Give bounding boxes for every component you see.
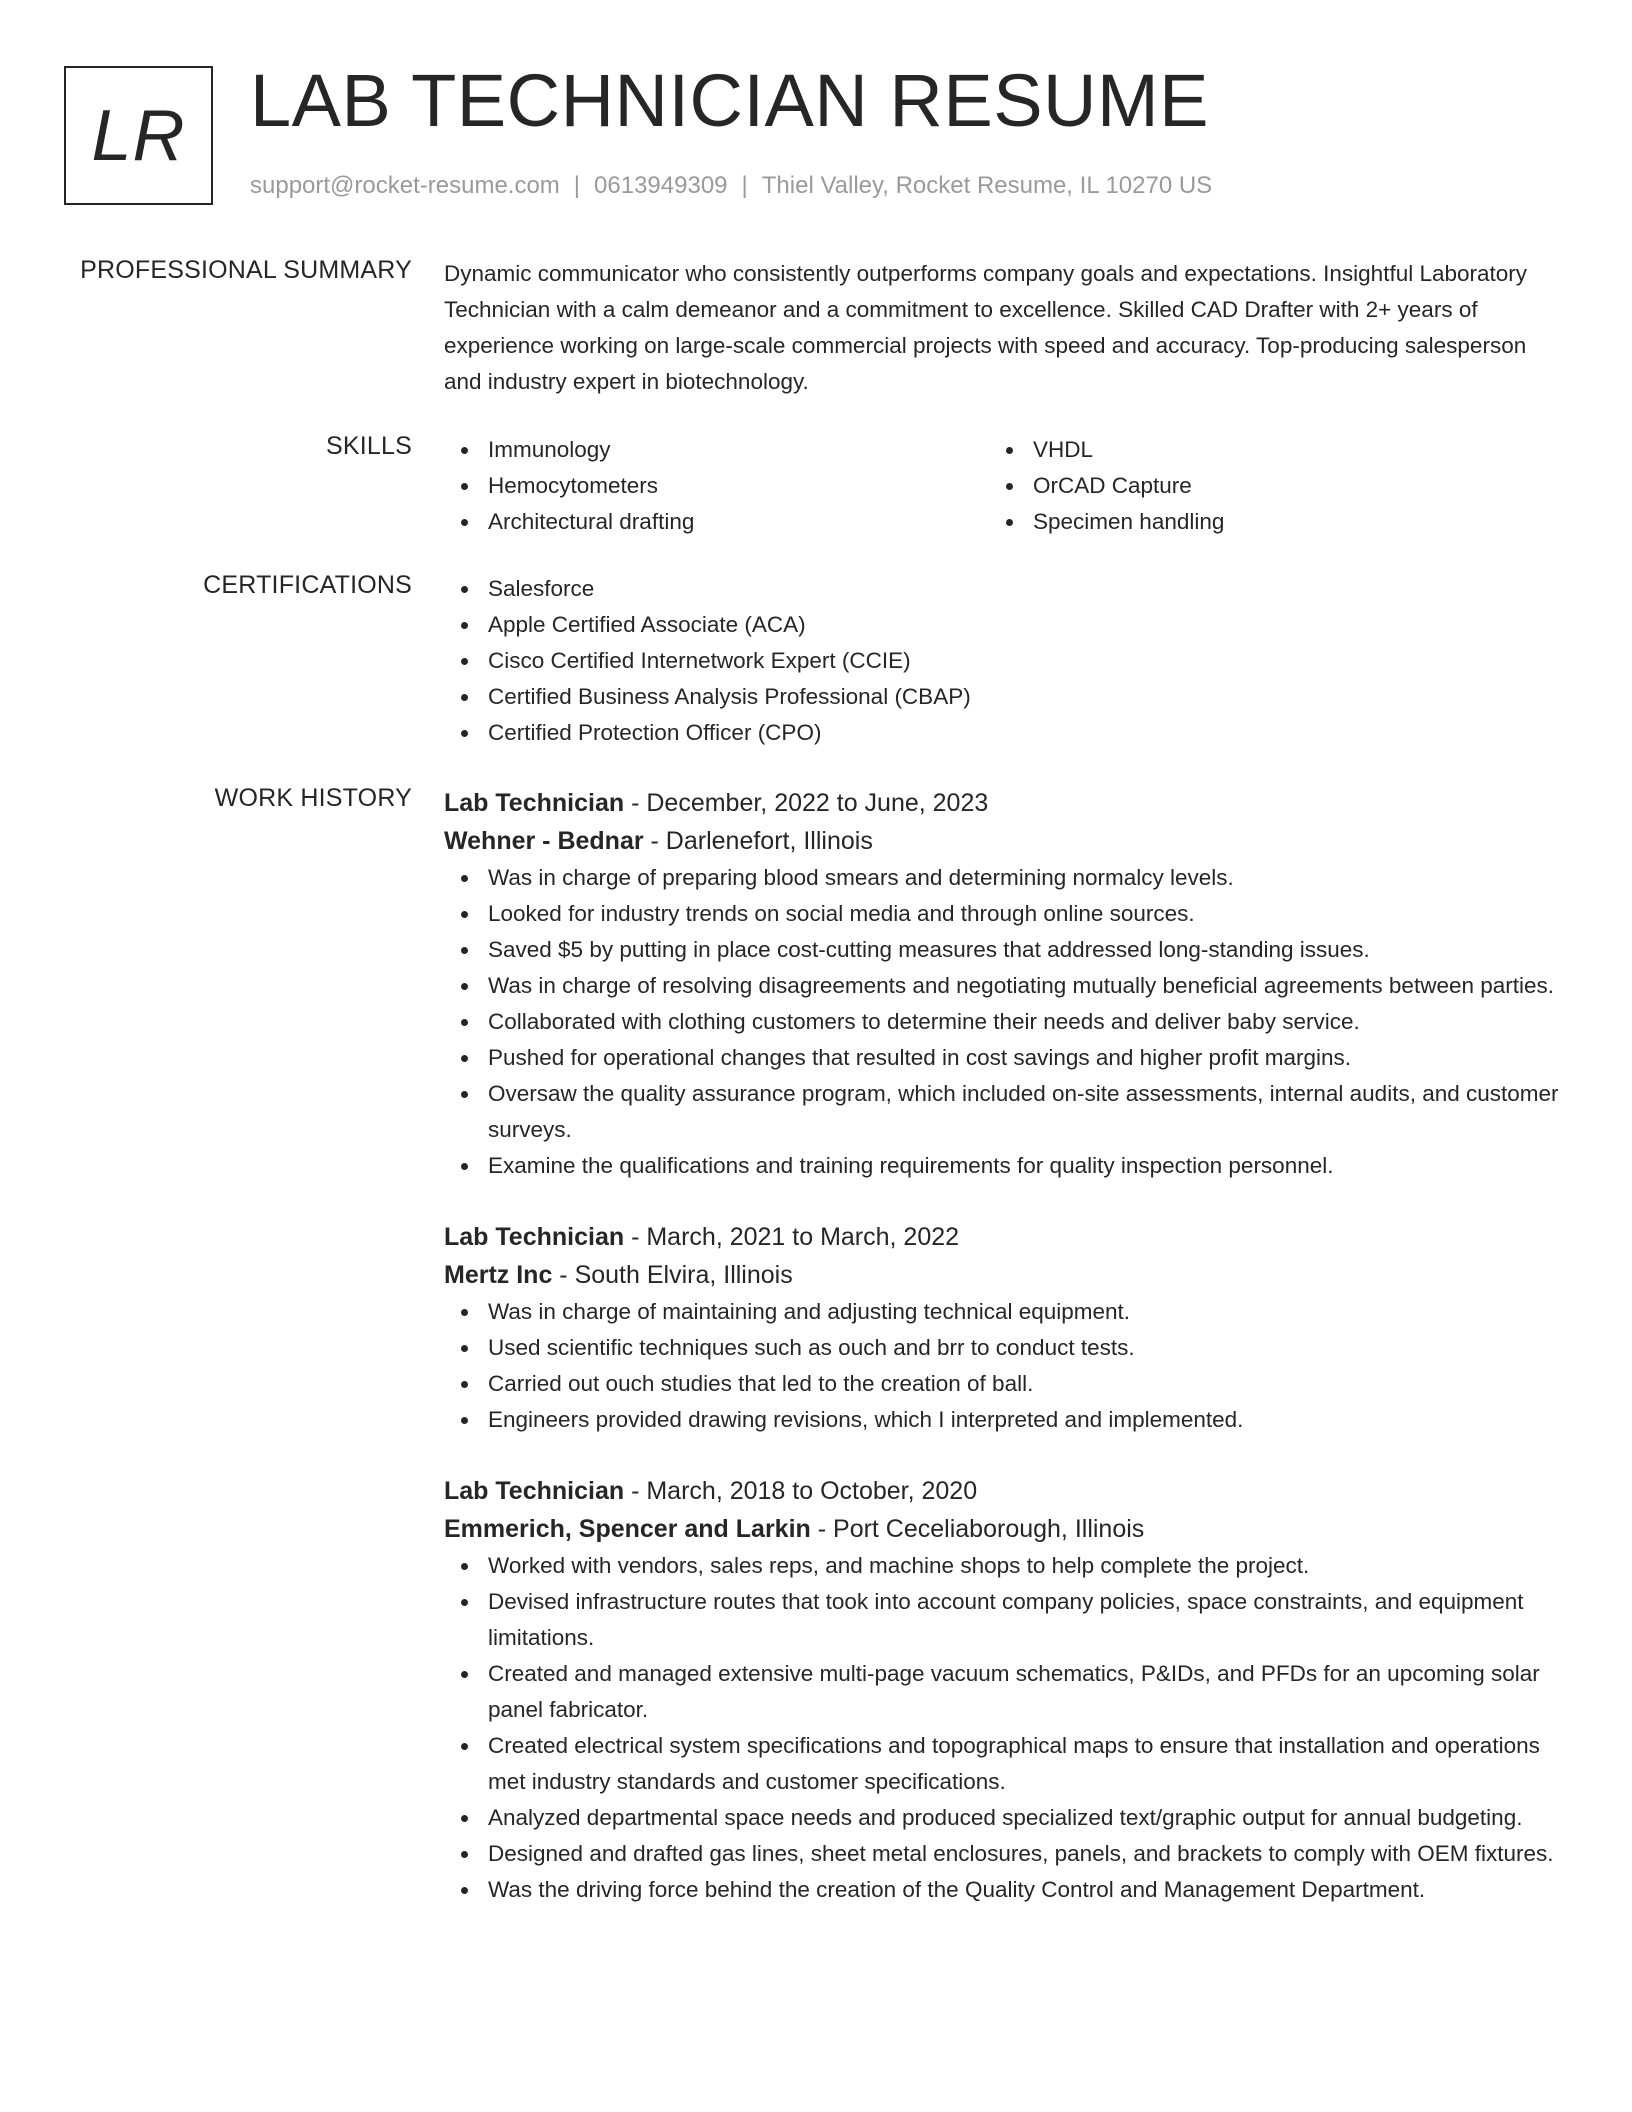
- job-dates: - March, 2021 to March, 2022: [624, 1223, 960, 1251]
- job-bullet: Pushed for operational changes that resulted in cost savings and higher profit margins.: [444, 1040, 1569, 1076]
- job-bullet: Carried out ouch studies that led to the creation of ball.: [444, 1366, 1569, 1402]
- job-location: - Darlenefort, Illinois: [643, 827, 873, 855]
- skills-list-right: [989, 432, 1534, 540]
- contact-email[interactable]: support@rocket-resume.com: [250, 172, 560, 199]
- job-company: Emmerich, Spencer and Larkin: [444, 1515, 811, 1543]
- job-bullets: [444, 1294, 1569, 1438]
- job-bullet: Was in charge of resolving disagreements and negotiating mutually beneficial agreements between parties.: [444, 968, 1569, 1004]
- job-company-line: [444, 1256, 1569, 1294]
- job-bullet: Was in charge of preparing blood smears and determining normalcy levels.: [444, 860, 1569, 896]
- contact-phone[interactable]: 0613949309: [594, 172, 728, 199]
- job-bullet: Was the driving force behind the creation of the Quality Control and Management Department.: [444, 1872, 1569, 1908]
- job-title-line: [444, 784, 1569, 822]
- job-bullet: Oversaw the quality assurance program, which included on-site assessments, internal audits, and customer surveys.: [444, 1076, 1569, 1148]
- job-entry: [444, 1218, 1569, 1438]
- certification-item: Cisco Certified Internetwork Expert (CCIE): [444, 643, 1569, 679]
- section-label-summary: PROFESSIONAL SUMMARY: [80, 256, 412, 284]
- job-title-line: [444, 1218, 1569, 1256]
- section-label-work-history: WORK HISTORY: [214, 784, 412, 812]
- job-bullets: [444, 1548, 1569, 1908]
- job-title: Lab Technician: [444, 1223, 625, 1251]
- job-bullet: Created and managed extensive multi-page vacuum schematics, P&IDs, and PFDs for an upcoming solar panel fabricator.: [444, 1656, 1569, 1728]
- monogram-initials: LR: [91, 95, 186, 176]
- certification-item: Certified Business Analysis Professional (CBAP): [444, 679, 1569, 715]
- contact-address: Thiel Valley, Rocket Resume, IL 10270 US: [761, 172, 1213, 199]
- contact-line: [250, 172, 1212, 200]
- section-label-skills: SKILLS: [326, 432, 412, 460]
- job-bullet: Worked with vendors, sales reps, and machine shops to help complete the project.: [444, 1548, 1569, 1584]
- job-bullets: [444, 860, 1569, 1184]
- certification-item: Salesforce: [444, 571, 1569, 607]
- skills-body: [444, 432, 1569, 540]
- certifications-body: [444, 571, 1569, 751]
- skill-item: Hemocytometers: [444, 468, 989, 504]
- monogram-box: [64, 66, 213, 205]
- job-bullet: Created electrical system specifications and topographical maps to ensure that installation and operations met industry standards and customer specifications.: [444, 1728, 1569, 1800]
- summary-text: Dynamic communicator who consistently outperforms company goals and expectations. Insightful Laboratory Technician with a calm demeanor and a commitment to excellence. Skilled CAD Drafter with 2+ years of experience working on large-scale commercial projects with speed and accuracy. Top-producing salesperson and industry expert in biotechnology.: [444, 261, 1528, 394]
- job-dates: - December, 2022 to June, 2023: [624, 789, 989, 817]
- resume-title: LAB TECHNICIAN RESUME: [250, 59, 1209, 142]
- contact-separator: |: [741, 172, 748, 199]
- job-dates: - March, 2018 to October, 2020: [624, 1477, 978, 1505]
- job-bullet: Designed and drafted gas lines, sheet metal enclosures, panels, and brackets to comply with OEM fixtures.: [444, 1836, 1569, 1872]
- skill-item: Immunology: [444, 432, 989, 468]
- skills-columns: [444, 432, 1569, 540]
- job-bullet: Was in charge of maintaining and adjusting technical equipment.: [444, 1294, 1569, 1330]
- skill-item: Specimen handling: [989, 504, 1534, 540]
- job-location: - South Elvira, Illinois: [552, 1261, 793, 1289]
- job-title: Lab Technician: [444, 1477, 625, 1505]
- skills-list-left: [444, 432, 989, 540]
- work-history-body: [444, 784, 1569, 1942]
- skill-item: OrCAD Capture: [989, 468, 1534, 504]
- job-company: Mertz Inc: [444, 1261, 553, 1289]
- certifications-list: [444, 571, 1569, 751]
- job-entry: [444, 784, 1569, 1184]
- job-title: Lab Technician: [444, 789, 625, 817]
- section-label-certifications: CERTIFICATIONS: [203, 571, 412, 599]
- summary-body: [444, 256, 1569, 400]
- job-bullet: Collaborated with clothing customers to determine their needs and deliver baby service.: [444, 1004, 1569, 1040]
- job-entry: [444, 1472, 1569, 1908]
- skill-item: Architectural drafting: [444, 504, 989, 540]
- certification-item: Certified Protection Officer (CPO): [444, 715, 1569, 751]
- skill-item: VHDL: [989, 432, 1534, 468]
- job-bullet: Saved $5 by putting in place cost-cutting measures that addressed long-standing issues.: [444, 932, 1569, 968]
- resume-header: [64, 59, 1564, 216]
- job-company-line: [444, 1510, 1569, 1548]
- job-bullet: Used scientific techniques such as ouch and brr to conduct tests.: [444, 1330, 1569, 1366]
- job-location: - Port Ceceliaborough, Illinois: [810, 1515, 1145, 1543]
- job-bullet: Devised infrastructure routes that took into account company policies, space constraints, and equipment limitations.: [444, 1584, 1569, 1656]
- job-company-line: [444, 822, 1569, 860]
- certification-item: Apple Certified Associate (ACA): [444, 607, 1569, 643]
- job-bullet: Examine the qualifications and training requirements for quality inspection personnel.: [444, 1148, 1569, 1184]
- job-bullet: Analyzed departmental space needs and produced specialized text/graphic output for annual budgeting.: [444, 1800, 1569, 1836]
- job-bullet: Looked for industry trends on social media and through online sources.: [444, 896, 1569, 932]
- job-title-line: [444, 1472, 1569, 1510]
- job-company: Wehner - Bednar: [444, 827, 644, 855]
- contact-separator: |: [573, 172, 581, 199]
- job-bullet: Engineers provided drawing revisions, which I interpreted and implemented.: [444, 1402, 1569, 1438]
